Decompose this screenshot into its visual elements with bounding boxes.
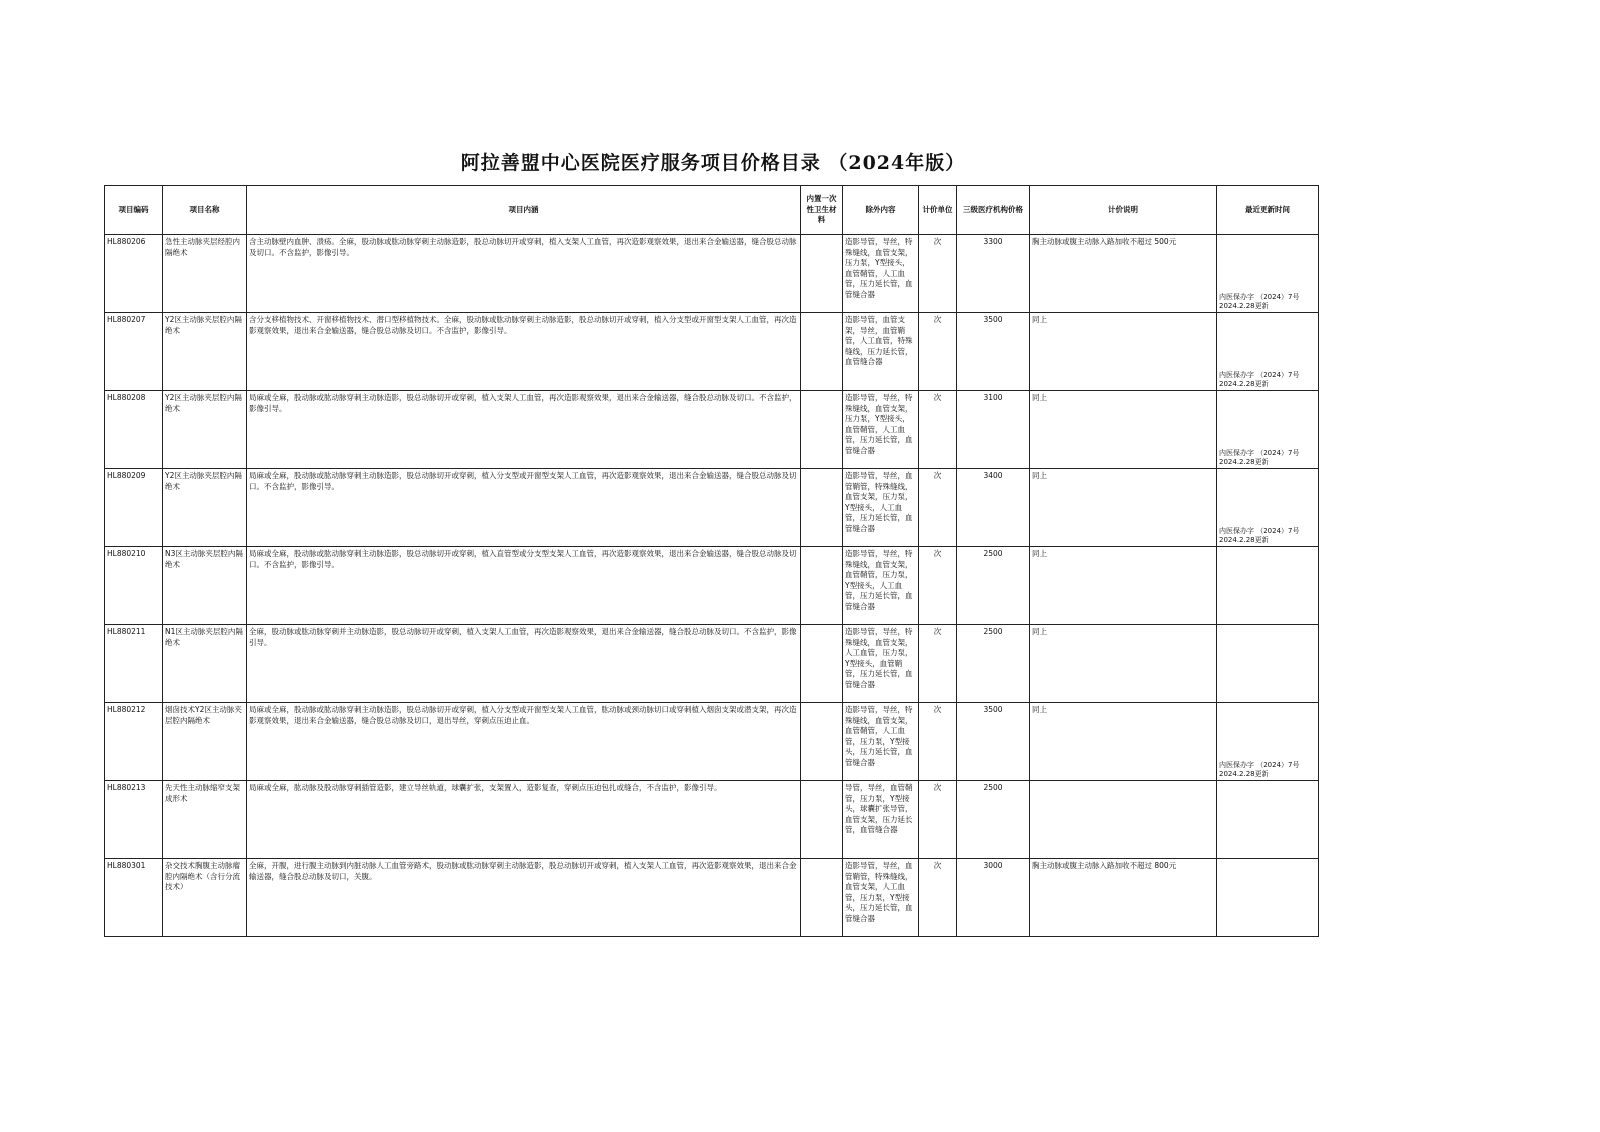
cell-unit: 次 <box>919 469 957 547</box>
cell-exclude: 造影导管，血管支架，导丝，血管鞘管，人工血管，特殊缝线，压力延长管，血管缝合器 <box>843 313 919 391</box>
cell-price: 2500 <box>957 625 1030 703</box>
header-price: 三级医疗机构价格 <box>957 186 1030 235</box>
cell-name: 先天性主动脉缩窄支架成形术 <box>163 781 247 859</box>
table-row <box>105 391 1319 469</box>
cell-note: 同上 <box>1030 547 1217 625</box>
cell-updated <box>1217 781 1319 859</box>
table-header-row <box>105 186 1319 235</box>
cell-updated <box>1217 625 1319 703</box>
cell-updated <box>1217 469 1319 547</box>
table-row <box>105 313 1319 391</box>
cell-exclude: 造影导管，导丝，特殊缝线，血管支架，血管鞘管，压力泵，Y型接头，人工血管，压力延长管，血管缝合器 <box>843 547 919 625</box>
cell-updated <box>1217 235 1319 313</box>
cell-code: HL880210 <box>105 547 163 625</box>
table-row <box>105 547 1319 625</box>
cell-note: 胸主动脉或腹主动脉入路加收不超过 800元 <box>1030 859 1217 937</box>
cell-unit: 次 <box>919 547 957 625</box>
cell-updated <box>1217 547 1319 625</box>
cell-content: 局麻或全麻，股动脉或肱动脉穿刺主动脉造影，股总动脉切开或穿刺，植入直管型或分支型支架人工血管，再次造影观察效果，退出来合金输送器，缝合股总动脉及切口。不含监护，影像引导。 <box>247 547 801 625</box>
cell-price: 2500 <box>957 781 1030 859</box>
cell-content: 含主动脉壁内血肿、溃疡。全麻，股动脉或肱动脉穿刺主动脉造影，股总动脉切开或穿刺，植入支架人工血管，再次造影观察效果，退出来合金输送器，缝合股总动脉及切口。不含监护，影像引导。 <box>247 235 801 313</box>
cell-code: HL880213 <box>105 781 163 859</box>
cell-name: 杂交技术胸腹主动脉瘤腔内隔绝术（含行分流技术） <box>163 859 247 937</box>
cell-material <box>801 547 843 625</box>
table-row <box>105 235 1319 313</box>
cell-material <box>801 781 843 859</box>
cell-unit: 次 <box>919 235 957 313</box>
update-note: 内医保办字 （2024）7号 2024.2.28更新 <box>1219 293 1300 310</box>
cell-unit: 次 <box>919 781 957 859</box>
cell-note: 胸主动脉或腹主动脉入路加收不超过 500元 <box>1030 235 1217 313</box>
cell-name: Y2区主动脉夹层腔内隔绝术 <box>163 391 247 469</box>
cell-exclude: 造影导管，导丝，特殊缝线，血管支架，血管鞘管，人工血管，压力泵，Y型接头，压力延长管，血管缝合器 <box>843 703 919 781</box>
cell-note: 同上 <box>1030 391 1217 469</box>
cell-material <box>801 859 843 937</box>
cell-code: HL880208 <box>105 391 163 469</box>
cell-content: 局麻或全麻，股动脉或肱动脉穿刺主动脉造影，股总动脉切开或穿刺，植入分支型或开窗型支架人工血管，肱动脉或颈动脉切口或穿刺植入烟囱支架或潜支架，再次造影观察效果，退出来合金输送器，缝合股总动脉及切口，退出导丝，穿刺点压迫止血。 <box>247 703 801 781</box>
update-note: 内医保办字 （2024）7号 2024.2.28更新 <box>1219 761 1300 778</box>
cell-unit: 次 <box>919 859 957 937</box>
cell-price: 3300 <box>957 235 1030 313</box>
cell-code: HL880212 <box>105 703 163 781</box>
cell-material <box>801 703 843 781</box>
cell-code: HL880206 <box>105 235 163 313</box>
cell-exclude: 导管，导丝，血管鞘管，压力泵，Y型接头，球囊扩张导管，血管支架，压力延长管，血管缝合器 <box>843 781 919 859</box>
cell-updated <box>1217 859 1319 937</box>
header-name: 项目名称 <box>163 186 247 235</box>
update-note: 内医保办字 （2024）7号 2024.2.28更新 <box>1219 527 1300 544</box>
cell-unit: 次 <box>919 313 957 391</box>
price-table <box>104 185 1319 937</box>
cell-note: 同上 <box>1030 313 1217 391</box>
cell-unit: 次 <box>919 625 957 703</box>
table-row <box>105 625 1319 703</box>
cell-material <box>801 235 843 313</box>
cell-name: 烟囱技术Y2区主动脉夹层腔内隔绝术 <box>163 703 247 781</box>
cell-exclude: 造影导管，导丝，血管鞘管，特殊缝线，血管支架，压力泵，Y型接头，人工血管，压力延长管，血管缝合器 <box>843 469 919 547</box>
header-exclude: 除外内容 <box>843 186 919 235</box>
cell-exclude: 造影导管，导丝，特殊缝线，血管支架，压力泵，Y型接头，血管鞘管，人工血管，压力延长管，血管缝合器 <box>843 235 919 313</box>
cell-name: N1区主动脉夹层腔内隔绝术 <box>163 625 247 703</box>
cell-code: HL880211 <box>105 625 163 703</box>
table-row <box>105 469 1319 547</box>
cell-exclude: 造影导管，导丝，血管鞘管，特殊缝线，血管支架，人工血管，压力泵，Y型接头，压力延长管，血管缝合器 <box>843 859 919 937</box>
page-title: 阿拉善盟中心医院医疗服务项目价格目录 （2024年版） <box>460 152 966 174</box>
cell-name: N3区主动脉夹层腔内隔绝术 <box>163 547 247 625</box>
cell-exclude: 造影导管，导丝，特殊缝线，血管支架，人工血管，压力泵，Y型接头，血管鞘管，压力延长管，血管缝合器 <box>843 625 919 703</box>
cell-updated <box>1217 703 1319 781</box>
cell-name: Y2区主动脉夹层腔内隔绝术 <box>163 469 247 547</box>
cell-content: 全麻，开腹，进行腹主动脉到内脏动脉人工血管旁路术，股动脉或肱动脉穿刺主动脉造影，股总动脉切开或穿刺，植入支架人工血管，再次造影观察效果，退出来合金输送器，缝合股总动脉及切口，关腹。 <box>247 859 801 937</box>
cell-note: 同上 <box>1030 703 1217 781</box>
cell-code: HL880207 <box>105 313 163 391</box>
cell-name: Y2区主动脉夹层腔内隔绝术 <box>163 313 247 391</box>
cell-content: 含分支移植物技术、开窗移植物技术、潜口型移植物技术。全麻，股动脉或肱动脉穿刺主动脉造影，股总动脉切开或穿刺，植入分支型或开窗型支架人工血管，再次造影观察效果，退出来合金输送器，缝合股总动脉及切口。不含监护，影像引导。 <box>247 313 801 391</box>
cell-name: 急性主动脉夹层经腔内隔绝术 <box>163 235 247 313</box>
cell-note <box>1030 781 1217 859</box>
cell-price: 3100 <box>957 391 1030 469</box>
cell-material <box>801 313 843 391</box>
cell-content: 局麻或全麻，肱动脉及股动脉穿刺插管造影，建立导丝轨道，球囊扩张，支架置入，造影复查，穿刺点压迫包扎或缝合，不含监护，影像引导。 <box>247 781 801 859</box>
cell-code: HL880301 <box>105 859 163 937</box>
header-code: 项目编码 <box>105 186 163 235</box>
cell-unit: 次 <box>919 391 957 469</box>
cell-material <box>801 469 843 547</box>
cell-price: 3500 <box>957 703 1030 781</box>
cell-note: 同上 <box>1030 469 1217 547</box>
table-row <box>105 859 1319 937</box>
cell-price: 3500 <box>957 313 1030 391</box>
cell-updated <box>1217 391 1319 469</box>
cell-price: 3000 <box>957 859 1030 937</box>
header-unit: 计价单位 <box>919 186 957 235</box>
cell-price: 2500 <box>957 547 1030 625</box>
cell-material <box>801 625 843 703</box>
cell-content: 局麻或全麻，股动脉或肱动脉穿刺主动脉造影，股总动脉切开或穿刺，植入支架人工血管，再次造影观察效果，退出来合金输送器，缝合股总动脉及切口。不含监护，影像引导。 <box>247 391 801 469</box>
cell-exclude: 造影导管，导丝，特殊缝线，血管支架，压力泵，Y型接头，血管鞘管，人工血管，压力延长管，血管缝合器 <box>843 391 919 469</box>
cell-content: 全麻，股动脉或肱动脉穿刺并主动脉造影，股总动脉切开或穿刺，植入支架人工血管，再次造影观察效果，退出来合金输送器，缝合股总动脉及切口。不含监护，影像引导。 <box>247 625 801 703</box>
header-material: 内置一次性卫生材料 <box>801 186 843 235</box>
cell-updated <box>1217 313 1319 391</box>
update-note: 内医保办字 （2024）7号 2024.2.28更新 <box>1219 449 1300 466</box>
update-note: 内医保办字 （2024）7号 2024.2.28更新 <box>1219 371 1300 388</box>
table-row <box>105 703 1319 781</box>
header-content: 项目内涵 <box>247 186 801 235</box>
cell-content: 局麻或全麻，股动脉或肱动脉穿刺主动脉造影，股总动脉切开或穿刺，植入分支型或开窗型支架人工血管，再次造影观察效果，退出来合金输送器，缝合股总动脉及切口。不含监护，影像引导。 <box>247 469 801 547</box>
cell-material <box>801 391 843 469</box>
table-row <box>105 781 1319 859</box>
header-note: 计价说明 <box>1030 186 1217 235</box>
cell-code: HL880209 <box>105 469 163 547</box>
cell-price: 3400 <box>957 469 1030 547</box>
cell-unit: 次 <box>919 703 957 781</box>
header-updated: 最近更新时间 <box>1217 186 1319 235</box>
cell-note: 同上 <box>1030 625 1217 703</box>
